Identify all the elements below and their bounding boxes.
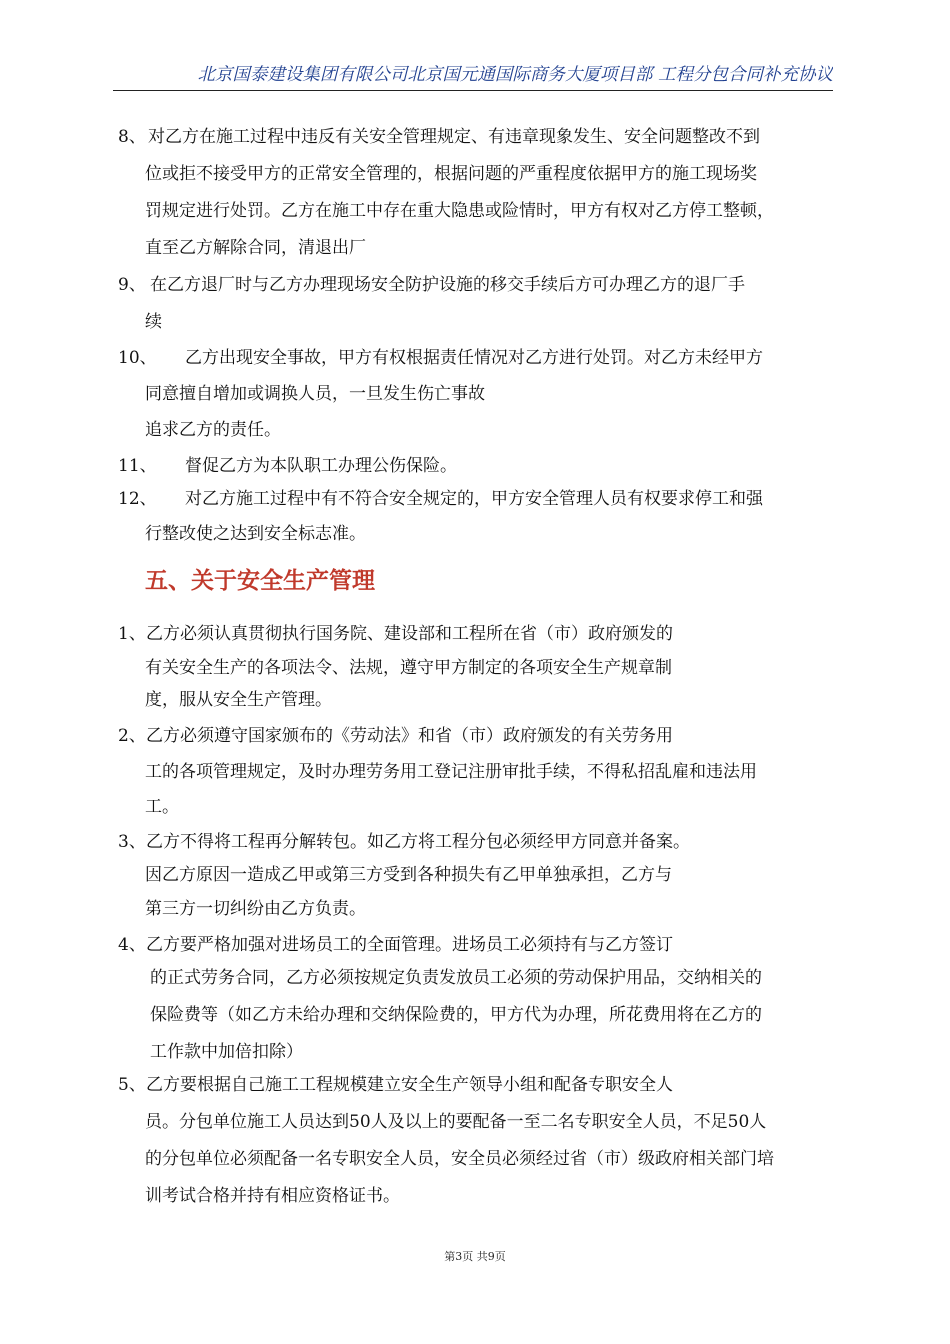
item-number: 5、 xyxy=(118,1075,146,1095)
item-number: 10、 xyxy=(118,348,157,368)
paragraph-line: 罚规定进行处罚。乙方在施工中存在重大隐患或险情时，甲方有权对乙方停工整顿， xyxy=(145,201,774,221)
paragraph-line: 同意擅自增加或调换人员，一旦发生伤亡事故 xyxy=(145,384,485,404)
item-number: 3、 xyxy=(118,832,146,852)
item-number: 9、 xyxy=(118,275,146,295)
paragraph-line: 工作款中加倍扣除） xyxy=(150,1042,303,1062)
paragraph-line: 对乙方施工过程中有不符合安全规定的，甲方安全管理人员有权要求停工和强 xyxy=(185,489,763,509)
paragraph-line: 续 xyxy=(145,312,162,332)
paragraph-line: 工的各项管理规定，及时办理劳务用工登记注册审批手续，不得私招乱雇和违法用 xyxy=(145,762,757,782)
paragraph-line: 第三方一切纠纷由乙方负责。 xyxy=(145,899,366,919)
paragraph-line: 追求乙方的责任。 xyxy=(145,420,281,440)
paragraph-line: 因乙方原因一造成乙甲或第三方受到各种损失有乙甲单独承担，乙方与 xyxy=(145,865,672,885)
page-footer xyxy=(0,1249,950,1265)
paragraph-line: 保险费等（如乙方未给办理和交纳保险费的，甲方代为办理，所花费用将在乙方的 xyxy=(150,1005,762,1025)
paragraph-line: 乙方不得将工程再分解转包。如乙方将工程分包必须经甲方同意并备案。 xyxy=(146,832,690,852)
paragraph-line: 训考试合格并持有相应资格证书。 xyxy=(145,1186,400,1206)
item-number: 8、 xyxy=(118,127,146,147)
paragraph-line: 乙方要严格加强对进场员工的全面管理。进场员工必须持有与乙方签订 xyxy=(146,935,673,955)
paragraph-line: 在乙方退厂时与乙方办理现场安全防护设施的移交手续后方可办理乙方的退厂手 xyxy=(150,275,745,295)
paragraph-line: 员。分包单位施工人员达到50人及以上的要配备一至二名专职安全人员，不足50人 xyxy=(145,1112,767,1132)
paragraph-line: 工。 xyxy=(145,797,179,817)
paragraph-line: 的正式劳务合同，乙方必须按规定负责发放员工必须的劳动保护用品，交纳相关的 xyxy=(150,968,762,988)
paragraph-line: 的分包单位必须配备一名专职安全人员，安全员必须经过省（市）级政府相关部门培 xyxy=(145,1149,774,1169)
paragraph-line: 行整改使之达到安全标志准。 xyxy=(145,524,366,544)
paragraph-line: 有关安全生产的各项法令、法规，遵守甲方制定的各项安全生产规章制 xyxy=(145,658,672,678)
paragraph-line: 乙方必须认真贯彻执行国务院、建设部和工程所在省（市）政府颁发的 xyxy=(146,624,673,644)
item-number: 11、 xyxy=(118,456,157,476)
header-title: 北京国泰建设集团有限公司北京国元通国际商务大厦项目部 工程分包合同补充协议 xyxy=(197,65,833,85)
paragraph-line: 督促乙方为本队职工办理公伤保险。 xyxy=(185,456,457,476)
item-number: 1、 xyxy=(118,624,146,644)
paragraph-line: 对乙方在施工过程中违反有关安全管理规定、有违章现象发生、安全问题整改不到 xyxy=(148,127,760,147)
paragraph-line: 乙方必须遵守国家颁布的《劳动法》和省（市）政府颁发的有关劳务用 xyxy=(146,726,673,746)
document-header xyxy=(113,62,833,91)
section-heading: 五、关于安全生产管理 xyxy=(145,568,375,594)
item-number: 2、 xyxy=(118,726,146,746)
paragraph-line: 直至乙方解除合同，清退出厂 xyxy=(145,238,366,258)
paragraph-line: 度，服从安全生产管理。 xyxy=(145,690,332,710)
paragraph-line: 乙方出现安全事故，甲方有权根据责任情况对乙方进行处罚。对乙方未经甲方 xyxy=(185,348,763,368)
item-number: 12、 xyxy=(118,489,157,509)
paragraph-line: 位或拒不接受甲方的正常安全管理的，根据问题的严重程度依据甲方的施工现场奖 xyxy=(145,164,757,184)
page-number: 第3页 共9页 xyxy=(444,1250,506,1263)
paragraph-line: 乙方要根据自己施工工程规模建立安全生产领导小组和配备专职安全人 xyxy=(146,1075,673,1095)
item-number: 4、 xyxy=(118,935,146,955)
